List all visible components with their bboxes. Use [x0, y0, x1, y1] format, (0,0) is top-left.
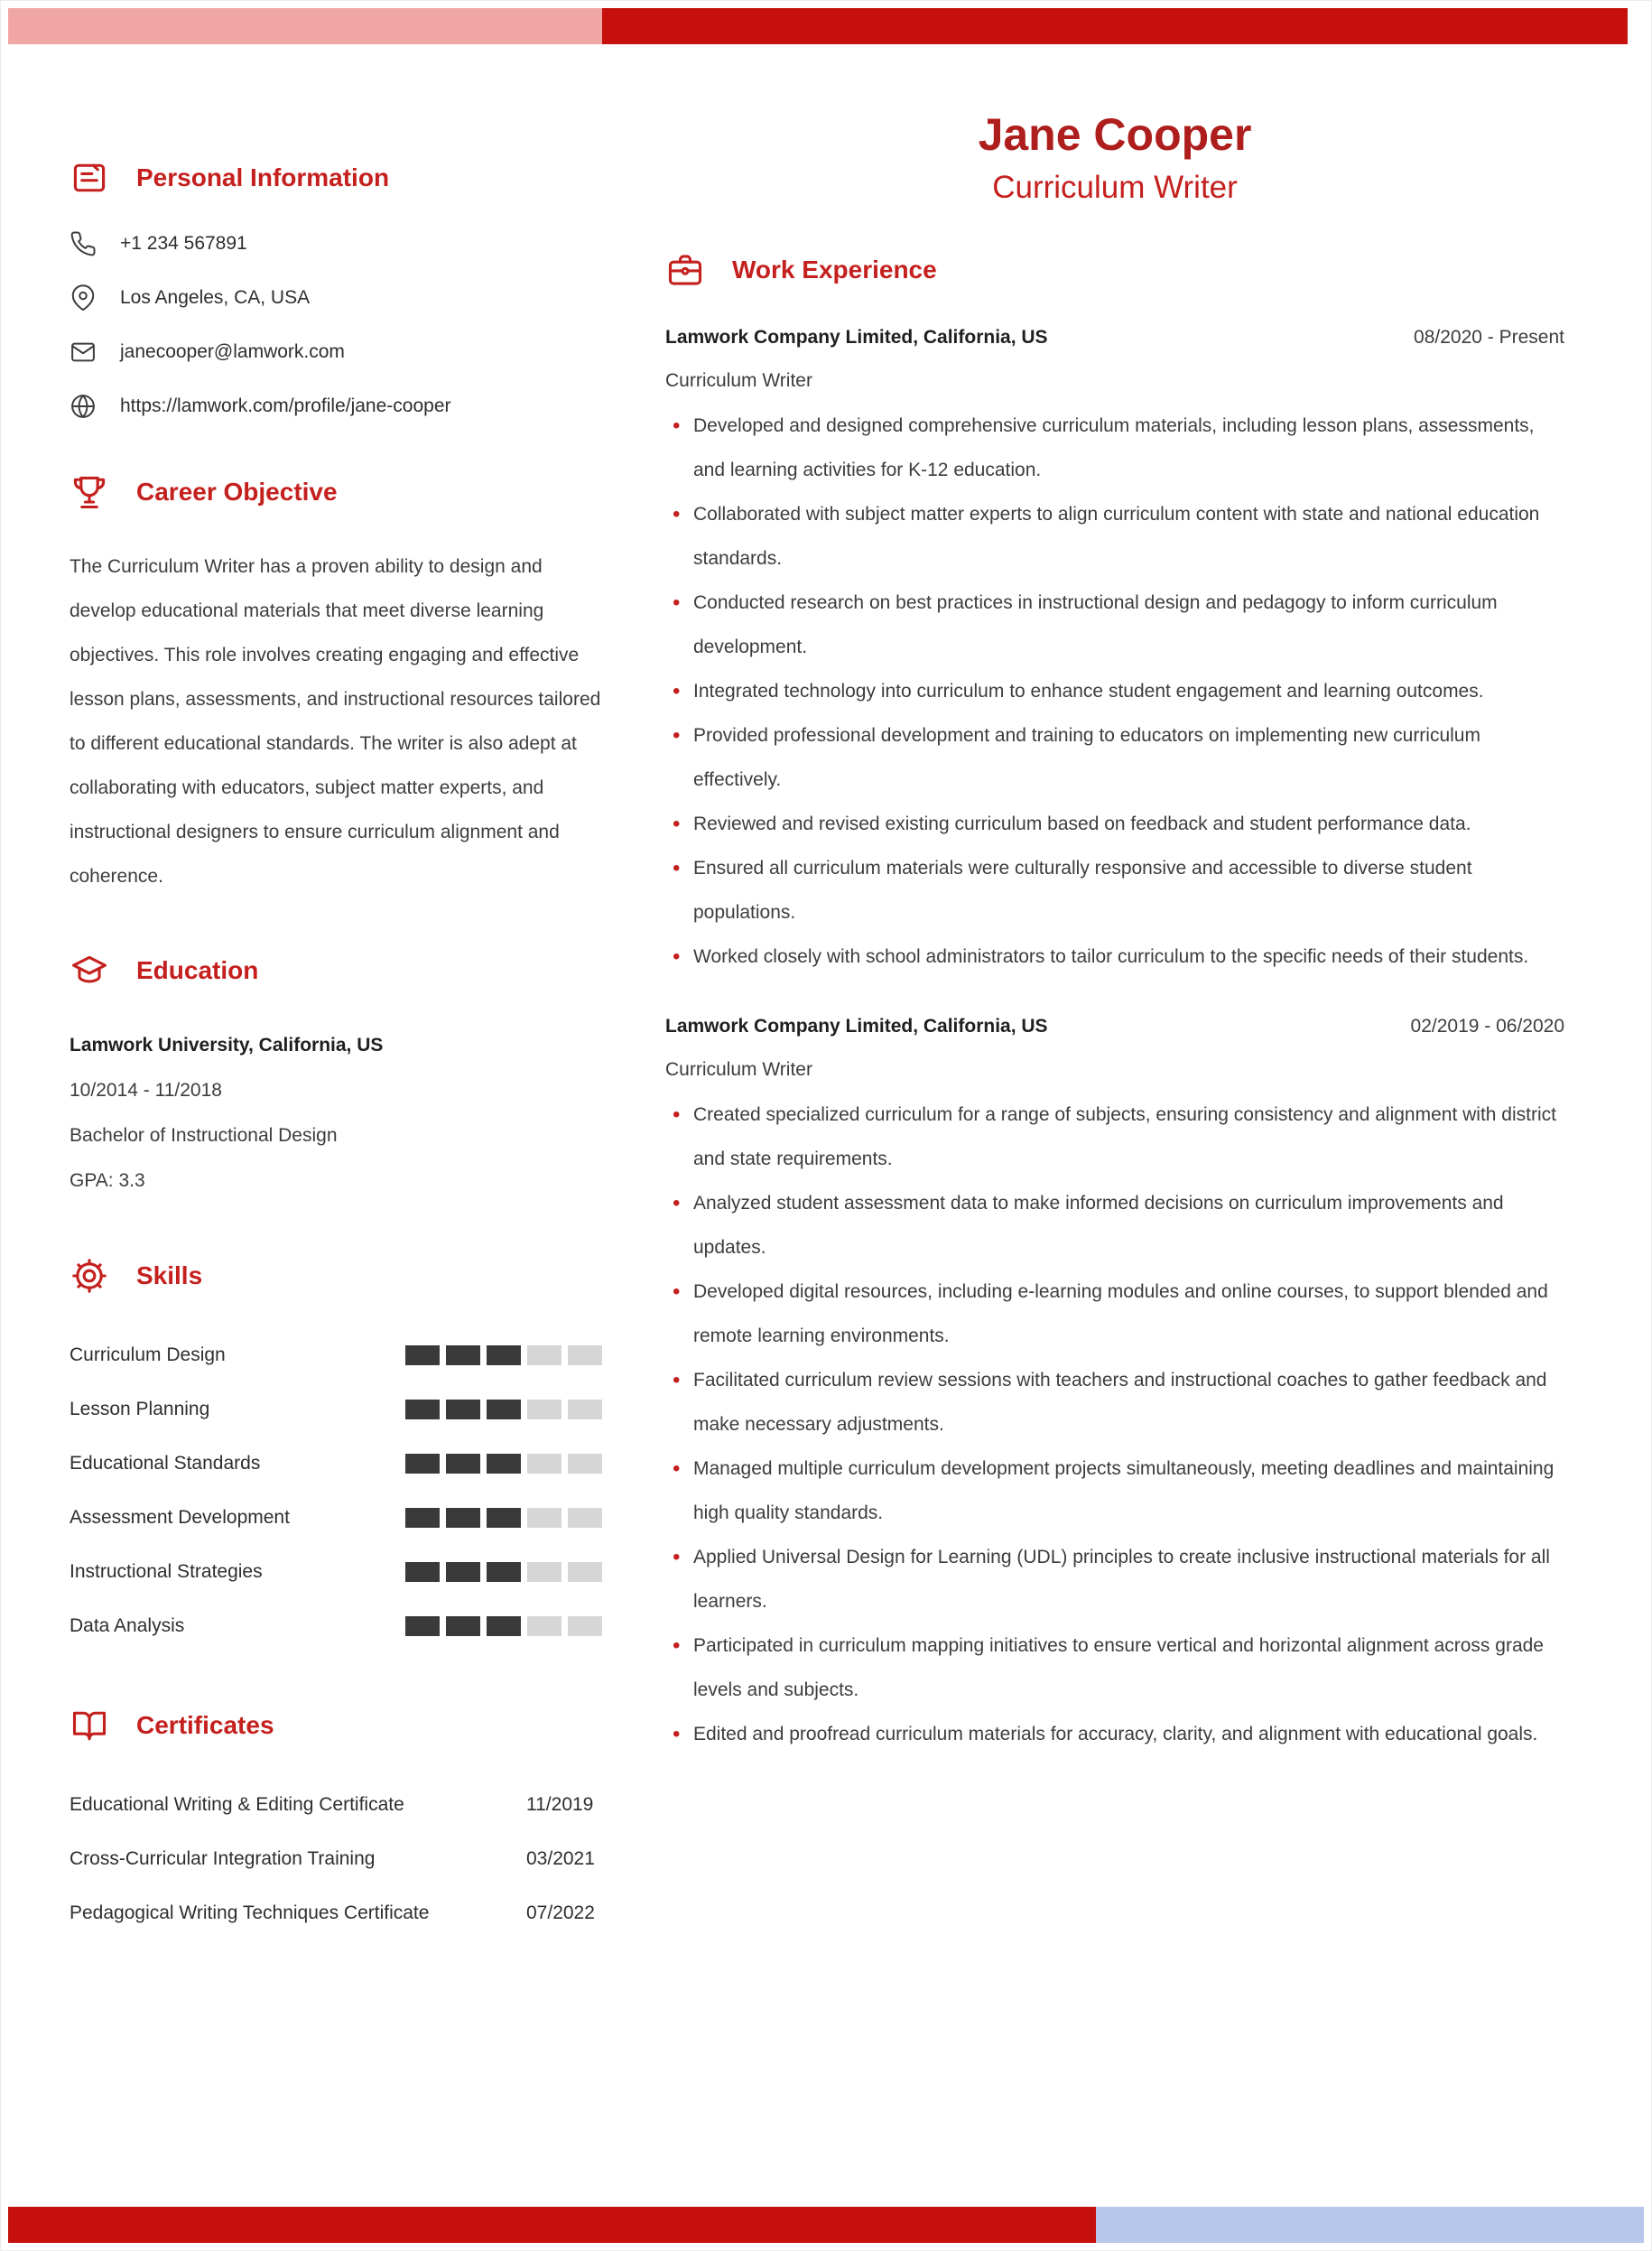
top-bar-red-segment: [602, 8, 1628, 44]
certificate-row: [70, 1886, 602, 1940]
right-column: [665, 107, 1564, 1993]
skill-level-bar: [405, 1562, 602, 1582]
briefcase-icon: [665, 250, 705, 290]
left-column: [70, 107, 602, 1993]
skill-segment: [527, 1508, 561, 1528]
skill-segment: [487, 1562, 521, 1582]
skill-row: [70, 1328, 602, 1382]
job-bullet: • Managed multiple curriculum development projects simultaneously, meeting deadlines and maintaining high quality standards.: [665, 1446, 1564, 1535]
certificate-row: [70, 1778, 602, 1832]
education-dates: 10/2014 - 11/2018: [70, 1080, 222, 1101]
skill-segment: [487, 1345, 521, 1365]
skill-segment: [487, 1616, 521, 1636]
bottom-decoration-bar: [8, 2207, 1644, 2243]
skill-segment: [487, 1454, 521, 1474]
certificates-header: [70, 1706, 602, 1745]
skill-row: [70, 1437, 602, 1491]
contact-text: Los Angeles, CA, USA: [120, 287, 311, 308]
job-bullet: • Integrated technology into curriculum to enhance student engagement and learning outcomes.: [665, 669, 1564, 713]
contact-text: https://lamwork.com/profile/jane-cooper: [120, 395, 451, 416]
candidate-title: Curriculum Writer: [992, 170, 1238, 205]
skill-name: Educational Standards: [70, 1453, 261, 1474]
contact-item: [70, 339, 602, 366]
skills-section: [70, 1256, 602, 1653]
education-gpa: GPA: 3.3: [70, 1170, 145, 1191]
skill-level-bar: [405, 1454, 602, 1474]
skill-segment: [568, 1400, 602, 1419]
certificate-date: 03/2021: [526, 1848, 595, 1869]
company-name: Lamwork Company Limited, California, US: [665, 327, 1048, 348]
job-bullet: • Collaborated with subject matter experts to align curriculum content with state and national education standards.: [665, 492, 1564, 581]
skill-level-bar: [405, 1616, 602, 1636]
skill-name: Assessment Development: [70, 1507, 290, 1528]
job-bullet: • Applied Universal Design for Learning (UDL) principles to create inclusive instructional materials for all learners.: [665, 1535, 1564, 1623]
certificates-section: [70, 1706, 602, 1940]
candidate-name: Jane Cooper: [978, 109, 1252, 160]
certificate-date: 11/2019: [526, 1794, 594, 1815]
job-bullet: • Participated in curriculum mapping initiatives to ensure vertical and horizontal alignment across grade levels and subjects.: [665, 1623, 1564, 1712]
job-header: [665, 1013, 1564, 1040]
skill-segment: [446, 1400, 480, 1419]
skill-row: [70, 1599, 602, 1653]
contact-list: [70, 230, 602, 420]
education-section: [70, 951, 602, 1204]
personal-info-header: [70, 158, 602, 198]
skill-segment: [405, 1454, 440, 1474]
certificate-date: 07/2022: [526, 1902, 595, 1923]
skill-segment: [405, 1616, 440, 1636]
contact-item: [70, 393, 602, 420]
skill-segment: [568, 1345, 602, 1365]
open-book-icon: [70, 1706, 109, 1745]
column-gap: [602, 107, 665, 1993]
skill-segment: [527, 1454, 561, 1474]
education-heading: Education: [136, 956, 259, 984]
job-bullet: • Developed and designed comprehensive curriculum materials, including lesson plans, assessments, and learning activities for K-12 education.: [665, 404, 1564, 492]
education-header: [70, 951, 602, 991]
job-role: Curriculum Writer: [665, 370, 812, 391]
job-entry: [665, 1013, 1564, 1756]
skill-segment: [487, 1508, 521, 1528]
skill-segment: [487, 1400, 521, 1419]
personal-info-section: [70, 158, 602, 420]
career-objective-heading: Career Objective: [136, 478, 338, 506]
skills-header: [70, 1256, 602, 1296]
certificate-name: Educational Writing & Editing Certificate: [70, 1794, 404, 1815]
job-bullet: • Analyzed student assessment data to make informed decisions on curriculum improvements and updates.: [665, 1181, 1564, 1270]
contact-item: [70, 284, 602, 312]
trophy-icon: [70, 472, 109, 512]
top-bar-pink-segment: [8, 8, 602, 44]
skill-level-bar: [405, 1508, 602, 1528]
skill-segment: [527, 1616, 561, 1636]
job-bullet: • Provided professional development and training to educators on implementing new curriculum effectively.: [665, 713, 1564, 802]
job-bullet: • Edited and proofread curriculum materials for accuracy, clarity, and alignment with educational goals.: [665, 1712, 1564, 1756]
skill-row: [70, 1491, 602, 1545]
skill-segment: [568, 1616, 602, 1636]
skill-level-bar: [405, 1400, 602, 1419]
job-dates: 02/2019 - 06/2020: [1410, 1016, 1564, 1037]
skill-name: Instructional Strategies: [70, 1561, 263, 1582]
skills-list: [70, 1328, 602, 1653]
job-header: [665, 324, 1564, 351]
personal-info-heading: Personal Information: [136, 163, 390, 191]
graduation-cap-icon: [70, 951, 109, 991]
website-icon: [70, 393, 97, 420]
job-bullet: • Reviewed and revised existing curriculum based on feedback and student performance data.: [665, 802, 1564, 846]
skill-segment: [405, 1508, 440, 1528]
work-experience-header: [665, 250, 1564, 290]
email-icon: [70, 339, 97, 366]
skill-segment: [568, 1454, 602, 1474]
skill-segment: [568, 1562, 602, 1582]
skill-segment: [446, 1508, 480, 1528]
job-bullets: [665, 1093, 1564, 1756]
skill-name: Lesson Planning: [70, 1399, 210, 1419]
certificate-row: [70, 1832, 602, 1886]
job-bullet: • Conducted research on best practices in instructional design and pedagogy to inform curriculum development.: [665, 581, 1564, 669]
phone-icon: [70, 230, 97, 257]
contact-text: janecooper@lamwork.com: [120, 341, 345, 362]
skill-segment: [527, 1562, 561, 1582]
personal-info-icon: [70, 158, 109, 198]
certificate-name: Cross-Curricular Integration Training: [70, 1848, 376, 1869]
company-name: Lamwork Company Limited, California, US: [665, 1016, 1048, 1037]
skill-segment: [568, 1508, 602, 1528]
skill-segment: [405, 1345, 440, 1365]
education-degree: Bachelor of Instructional Design: [70, 1125, 338, 1146]
work-experience-heading: Work Experience: [732, 256, 937, 284]
career-objective-section: [70, 472, 602, 898]
skill-segment: [446, 1562, 480, 1582]
gear-icon: [70, 1256, 109, 1296]
skill-name: Curriculum Design: [70, 1344, 226, 1365]
bottom-bar-blue-segment: [1096, 2207, 1644, 2243]
skill-row: [70, 1382, 602, 1437]
job-role: Curriculum Writer: [665, 1059, 812, 1080]
job-dates: 08/2020 - Present: [1414, 327, 1564, 348]
location-icon: [70, 284, 97, 312]
skill-name: Data Analysis: [70, 1615, 185, 1636]
skill-segment: [405, 1562, 440, 1582]
bottom-bar-red-segment: [8, 2207, 1096, 2243]
skill-segment: [446, 1616, 480, 1636]
jobs-list: [665, 324, 1564, 1756]
skill-level-bar: [405, 1345, 602, 1365]
contact-text: +1 234 567891: [120, 233, 247, 254]
career-objective-text: The Curriculum Writer has a proven ability to design and develop educational materials that meet diverse learning objectives. This role involves creating engaging and effective lesson plans, assessments, and instructional resources tailored to different educational standards. The writer is also adept at collaborating with educators, subject matter experts, and instructional designers to ensure curriculum alignment and coherence.: [70, 556, 601, 887]
skill-segment: [446, 1454, 480, 1474]
certificates-heading: Certificates: [136, 1711, 274, 1739]
skill-segment: [527, 1400, 561, 1419]
skills-heading: Skills: [136, 1261, 203, 1289]
job-bullet: • Created specialized curriculum for a range of subjects, ensuring consistency and alignment with district and state requirements.: [665, 1093, 1564, 1181]
skill-row: [70, 1545, 602, 1599]
skill-segment: [446, 1345, 480, 1365]
contact-item: [70, 230, 602, 257]
resume-body: [1, 44, 1651, 1993]
certificate-name: Pedagogical Writing Techniques Certificate: [70, 1902, 430, 1923]
top-decoration-bar: [8, 8, 1628, 44]
job-entry: [665, 324, 1564, 979]
skill-segment: [405, 1400, 440, 1419]
job-bullet: • Ensured all curriculum materials were culturally responsive and accessible to diverse student populations.: [665, 846, 1564, 935]
job-bullet: • Facilitated curriculum review sessions with teachers and instructional coaches to gather feedback and make necessary adjustments.: [665, 1358, 1564, 1446]
job-bullet: • Developed digital resources, including e-learning modules and online courses, to support blended and remote learning environments.: [665, 1270, 1564, 1358]
career-objective-header: [70, 472, 602, 512]
skill-segment: [527, 1345, 561, 1365]
job-bullet: • Worked closely with school administrators to tailor curriculum to the specific needs of their students.: [665, 935, 1564, 979]
job-bullets: [665, 404, 1564, 979]
education-school: Lamwork University, California, US: [70, 1035, 384, 1056]
certificates-list: [70, 1778, 602, 1940]
